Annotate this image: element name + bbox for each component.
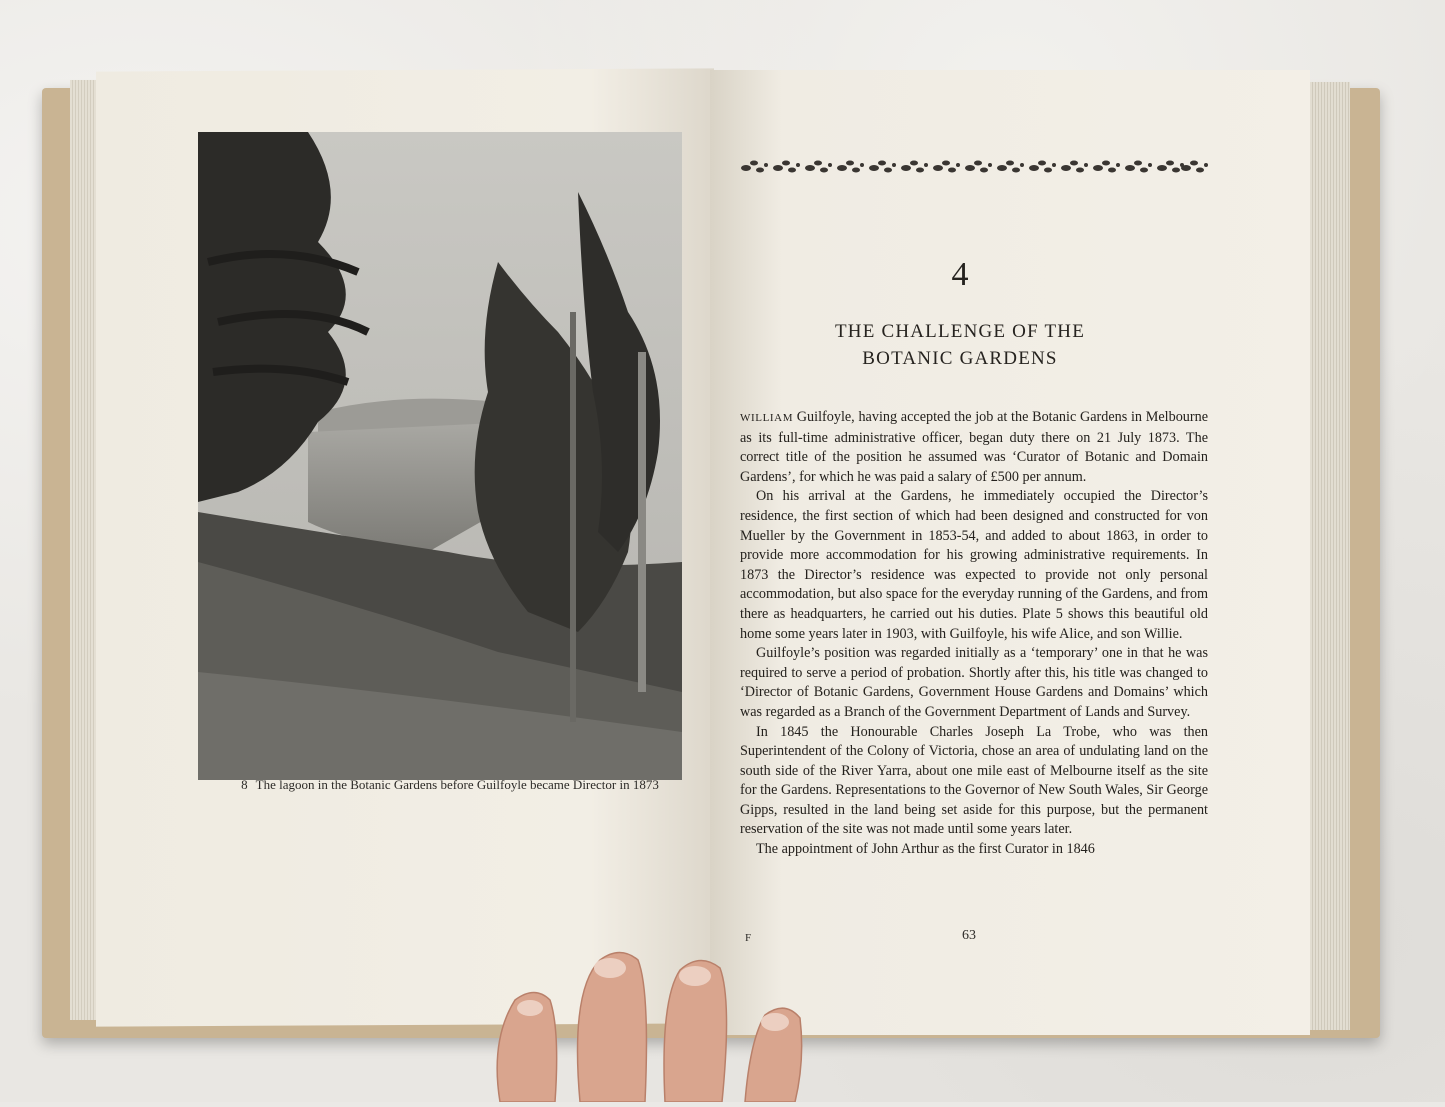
paragraph-text: Guilfoyle’s position was regarded initially as a ‘temporary’ one in that he was required to serve a period of probation. Shortly after this, his title was changed to ‘Director of Botanic Gardens, Government House Gardens and Domains’ which was regarded as a Branch of the Government Department of Lands and Survey.	[740, 645, 1208, 720]
page-number: 63	[962, 928, 976, 943]
chapter-title-line-2: BOTANIC GARDENS	[862, 348, 1058, 369]
paragraph	[740, 723, 1208, 841]
signature-mark: F	[745, 932, 752, 944]
paragraph-text: Guilfoyle, having accepted the job at the Botanic Gardens in Melbourne as its full-time administrative officer, began duty there on 21 July 1873. The correct title of the position he assumed was ‘Curator of Botanic and Domain Gardens’, for which he was paid a salary of £500 per annum.	[740, 409, 1208, 485]
paragraph-lead-word: WILLIAM	[740, 412, 794, 424]
paragraph-text: In 1845 the Honourable Charles Joseph La Trobe, who was then Superintendent of the Colony of Victoria, chose an area of undulating land on the south side of the River Yarra, about one mile east of Melbourne itself as the site for the Gardens. Representations to the Governor of New South Wales, Sir George Gipps, resulted in the land being set aside for this purpose, but the permanent reservation of the site was not made until some years later.	[740, 723, 1208, 838]
paragraph	[740, 840, 1208, 860]
paragraph-text: On his arrival at the Gardens, he immediately occupied the Director’s residence, the first section of which had been designed and constructed for von Mueller by the Government in 1853-54, and added to about 1863, in order to provide more accommodation for his growing administrative requirements. In 1873 the Director’s residence was expected to provide not only personal accommodation, but also space for the everyday running of the Gardens, and from there as headquarters, he carried out his duties. Plate 5 shows this beautiful old home some years later in 1903, with Guilfoyle, his wife Alice, and son Willie.	[740, 488, 1208, 642]
chapter-ornament	[738, 150, 1208, 186]
chapter-title-line-1: THE CHALLENGE OF THE	[834, 321, 1086, 342]
paragraph	[740, 644, 1208, 722]
chapter-number: 4	[951, 256, 969, 293]
plate-photograph	[198, 132, 682, 780]
chapter-title	[790, 318, 1130, 372]
hand	[460, 930, 820, 1102]
paragraph	[740, 487, 1208, 644]
page-edges-right	[1310, 82, 1350, 1030]
chapter-body	[740, 408, 1208, 860]
plate-number: 8	[241, 777, 248, 792]
paragraph	[740, 408, 1208, 487]
paragraph-text: The appointment of John Arthur as the first Curator in 1846	[756, 841, 1095, 858]
plate-caption-text: The lagoon in the Botanic Gardens before Guilfoyle became Director in 1873	[255, 777, 659, 792]
plate-caption	[220, 776, 680, 793]
